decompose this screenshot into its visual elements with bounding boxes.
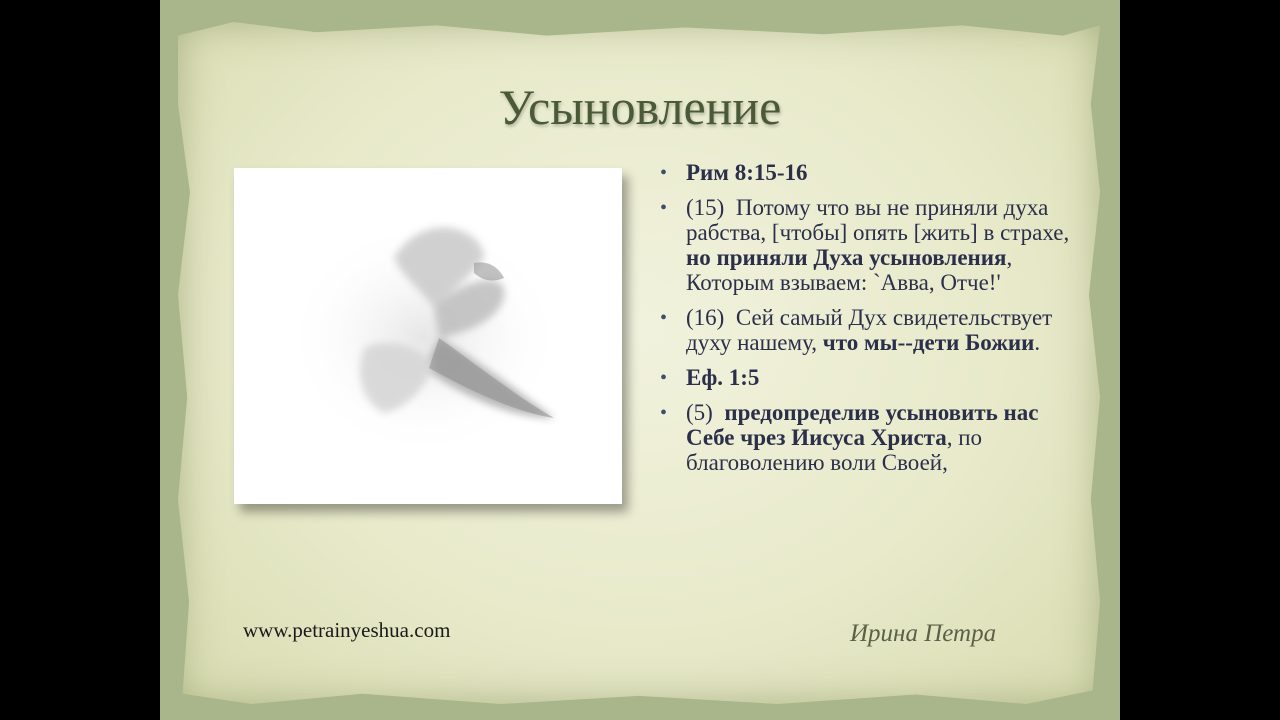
- list-item: [658, 305, 1078, 355]
- verse-number: (15): [686, 195, 725, 220]
- verse-emphasis: что мы--дети Божии: [822, 330, 1035, 355]
- bullet-icon: •: [660, 307, 668, 329]
- verse-number: (16): [686, 305, 725, 330]
- scripture-reference: Еф. 1:5: [686, 365, 760, 390]
- list-item: [658, 160, 1078, 185]
- dove-illustration: [234, 168, 622, 504]
- verse-text: .: [1034, 330, 1041, 355]
- verse-text: Потому что вы не приняли духа рабства, [чтобы] опять [жить] в страхе,: [686, 195, 1070, 245]
- verse-number: (5): [686, 400, 713, 425]
- bullet-icon: •: [660, 367, 668, 389]
- website-link[interactable]: www.petrainyeshua.com: [243, 618, 451, 642]
- verse-emphasis: предопределив усыновить нас Себе чрез Иисуса Христа: [686, 400, 1039, 450]
- slide-title: Усыновление: [498, 79, 782, 135]
- slide: [160, 0, 1120, 720]
- bullet-icon: •: [660, 402, 668, 424]
- scripture-list: [658, 160, 1078, 485]
- bullet-icon: •: [660, 162, 668, 184]
- scripture-reference: Рим 8:15-16: [686, 160, 808, 185]
- list-item: [658, 400, 1078, 475]
- list-item: [658, 195, 1078, 295]
- verse-text: Сей самый Дух свидетельствует духу нашему,: [686, 305, 1053, 355]
- author-name: Ирина Петра: [850, 620, 997, 647]
- dove-image: [234, 168, 622, 504]
- list-item: [658, 365, 1078, 390]
- verse-text: , Которым взываем: `Авва, Отче!': [686, 245, 1013, 295]
- bullet-icon: •: [660, 197, 668, 219]
- verse-emphasis: но приняли Духа усыновления: [686, 245, 1007, 270]
- verse-text: , по благоволению воли Своей,: [686, 425, 983, 475]
